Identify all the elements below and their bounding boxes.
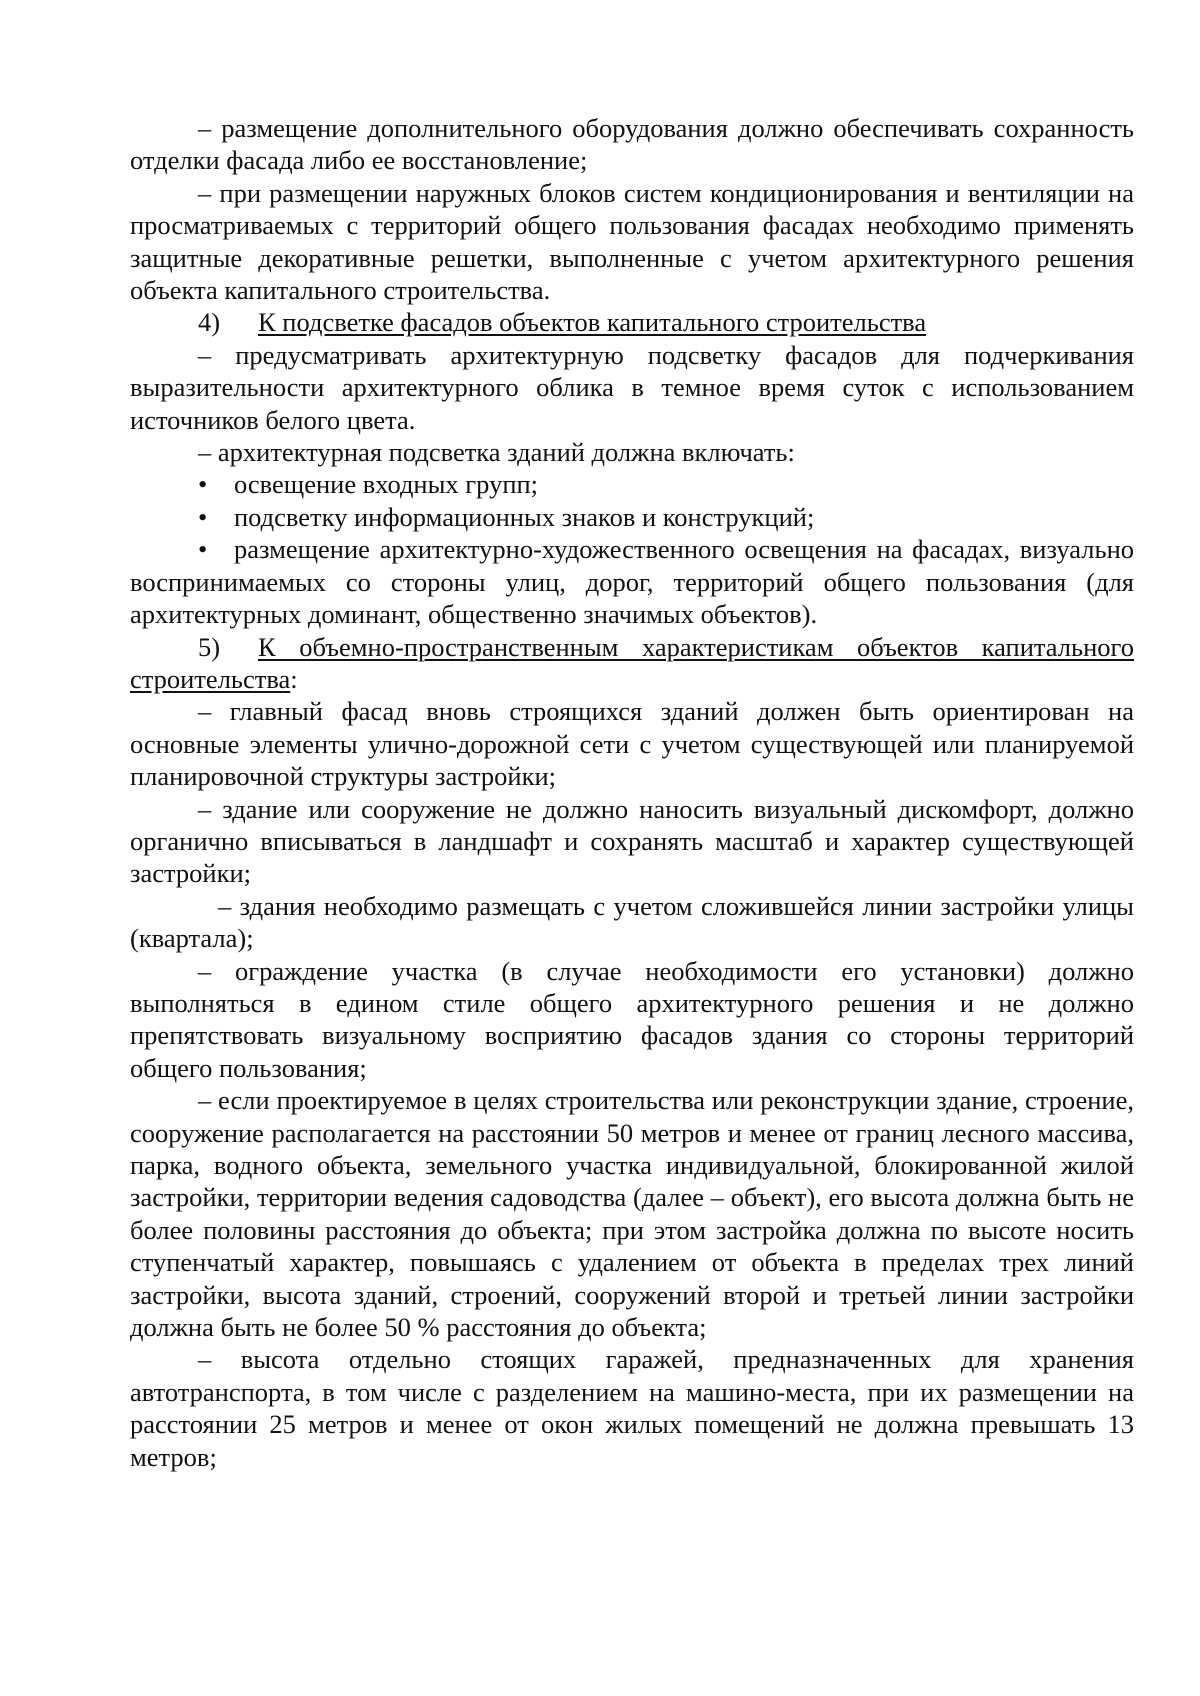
bullet-item-text: подсветку информационных знаков и конструкций; xyxy=(234,501,815,532)
paragraph-building-line: – здания необходимо размещать с учетом сложившейся линии застройки улицы (квартала); xyxy=(130,890,1134,954)
bullet-icon: • xyxy=(198,501,208,532)
paragraph-facade-lighting: – предусматривать архитектурную подсветку фасадов для подчеркивания выразительности архитектурного облика в темное время суток с использованием источников белого цвета. xyxy=(130,339,1134,435)
section-heading-4 xyxy=(130,306,1134,338)
bullet-item-sign-lighting xyxy=(130,501,1134,533)
bullet-icon: • xyxy=(198,469,208,500)
document-page xyxy=(130,112,1134,1473)
bullet-icon: • xyxy=(198,534,208,565)
bullet-item-text: освещение входных групп; xyxy=(234,469,539,500)
paragraph-fencing: – ограждение участка (в случае необходимости его установки) должно выполняться в едином стиле общего архитектурного решения и не должно препятствовать визуальному восприятию фасадов здания со стороны территорий общего пользования; xyxy=(130,955,1134,1083)
paragraph-equipment-placement: – размещение дополнительного оборудования должно обеспечивать сохранность отделки фасада либо ее восстановление; xyxy=(130,113,1134,176)
section-heading-5 xyxy=(130,631,1134,696)
paragraph-garage-height: – высота отдельно стоящих гаражей, предназначенных для хранения автотранспорта, в том числе с разделением на машино-места, при их размещении на расстоянии 25 метров и менее от окон жилых помещений не должна превышать 13 метров; xyxy=(130,1344,1134,1472)
paragraph-air-conditioning-units: – при размещении наружных блоков систем кондиционирования и вентиляции на просматриваемых с территорий общего пользования фасадах необходимо применять защитные декоративные решетки, выполненные с учетом архитектурного решения объекта капитального строительства. xyxy=(130,177,1134,306)
paragraph-height-limits: – если проектируемое в целях строительства или реконструкции здание, строение, сооружение располагается на расстоянии 50 метров и менее от границ лесного массива, парка, водного объекта, земельного участка индивидуальной, блокированной жилой застройки, территории ведения садоводства (далее – объект), его высота должна быть не более половины расстояния до объекта; при этом застройка должна по высоте носить ступенчатый характер, повышаясь с удалением от объекта в пределах трех линий застройки, высота зданий, строений, сооружений второй и третьей линии застройки должна быть не более 50 % расстояния до объекта; xyxy=(130,1085,1134,1343)
section-title-5: К объемно-пространственным характеристикам объектов капитального строительства xyxy=(130,631,1134,694)
bullet-item-artistic-lighting xyxy=(130,533,1134,630)
paragraph-main-facade: – главный фасад вновь строящихся зданий должен быть ориентирован на основные элементы улично-дорожной сети с учетом существующей или планируемой планировочной структуры застройки; xyxy=(130,696,1134,792)
paragraph-visual-comfort: – здание или сооружение не должно наносить визуальный дискомфорт, должно органично вписываться в ландшафт и сохранять масштаб и характер существующей застройки; xyxy=(130,793,1134,889)
paragraph-lighting-includes: – архитектурная подсветка зданий должна включать: xyxy=(198,437,795,468)
section-title-5-colon: : xyxy=(290,663,298,694)
bullet-item-text: размещение архитектурно-художественного освещения на фасадах, визуально воспринимаемых со стороны улиц, дорог, территорий общего пользования (для архитектурных доминант, общественно значимых объектов). xyxy=(130,534,1134,630)
section-number-5: 5) xyxy=(198,631,221,662)
section-title-4: К подсветке фасадов объектов капитального строительства xyxy=(258,307,927,338)
section-number-4: 4) xyxy=(198,307,221,338)
bullet-item-entrance-lighting xyxy=(130,468,1134,500)
